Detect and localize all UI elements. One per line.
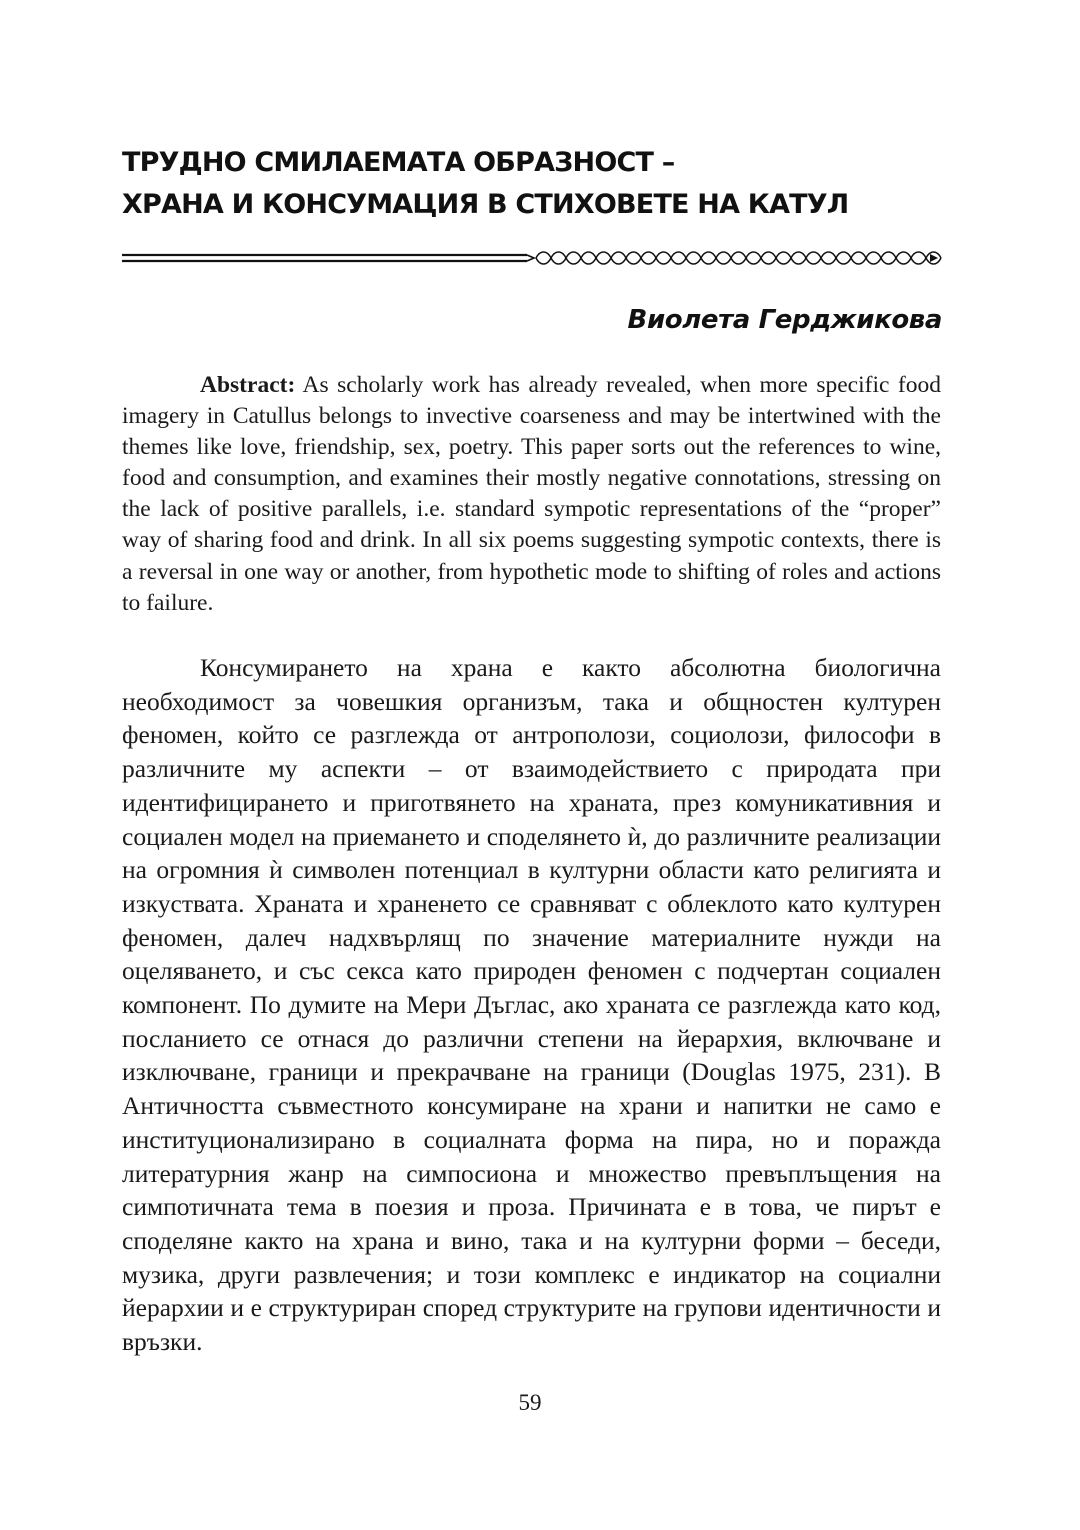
article-title-line-2: ХРАНА И КОНСУМАЦИЯ В СТИХОВЕТЕ НА КАТУЛ bbox=[122, 189, 849, 220]
article-title bbox=[122, 142, 962, 226]
author-name: Виолета Герджикова bbox=[627, 305, 942, 335]
body-paragraph: Консумирането на храна е както абсолютна биологична необходимост за човешкия организъм, така и общностен културен феномен, който се разглежда от антрополози, социолози, философи в различните му аспекти – от взаимодействието с природата при идентифицирането и приготвянето на храната, през комуникативния и социален модел на приемането и споделянето ѝ, до различните реализации на огромния ѝ символен потенциал в културни области като религията и изкуствата. Храната и храненето се сравняват с облеклото като културен феномен, далеч надхвърлящ по значение материалните нужди на оцеляването, и със секса като природен феномен с подчертан социален компонент. По думите на Мери Дъглас, ако храната се разглежда като код, посланието се отнася до различни степени на йерархия, включване и изключване, граници и прекрачване на граници (Douglas 1975, 231). В Античността съвместното консумиране на храни и напитки не само е институционализирано в социалната форма на пира, но и поражда литературния жанр на симпосиона и множество превъплъщения на симпотичната тема в поезия и проза. Причината е в това, че пирът е споделяне както на храна и вино, така и на културни форми – беседи, музика, други развлечения; и този комплекс е индикатор на социални йерархии и е структуриран според структурите на групови идентичности и връзки. bbox=[122, 653, 941, 1357]
abstract-label: Abstract: bbox=[200, 372, 296, 398]
page-number: 59 bbox=[518, 1390, 542, 1415]
abstract bbox=[122, 370, 941, 619]
article-title-line-1: ТРУДНО СМИЛАЕМАТА ОБРАЗНОСТ – bbox=[122, 147, 675, 178]
title-ornament-divider bbox=[122, 246, 942, 270]
abstract-text: As scholarly work has already revealed, when more specific food imagery in Catullus belongs to invective coarseness and may be intertwined with the themes like love, friendship, sex, poetry. This paper sorts out the references to wine, food and consumption, and examines their mostly negative connotations, stressing on the lack of positive parallels, i.e. standard sympotic representations of the “proper” way of sharing food and drink. In all six poems suggesting sympotic contexts, there is a reversal in one way or another, from hypothetic mode to shifting of roles and actions to failure. bbox=[122, 372, 941, 616]
